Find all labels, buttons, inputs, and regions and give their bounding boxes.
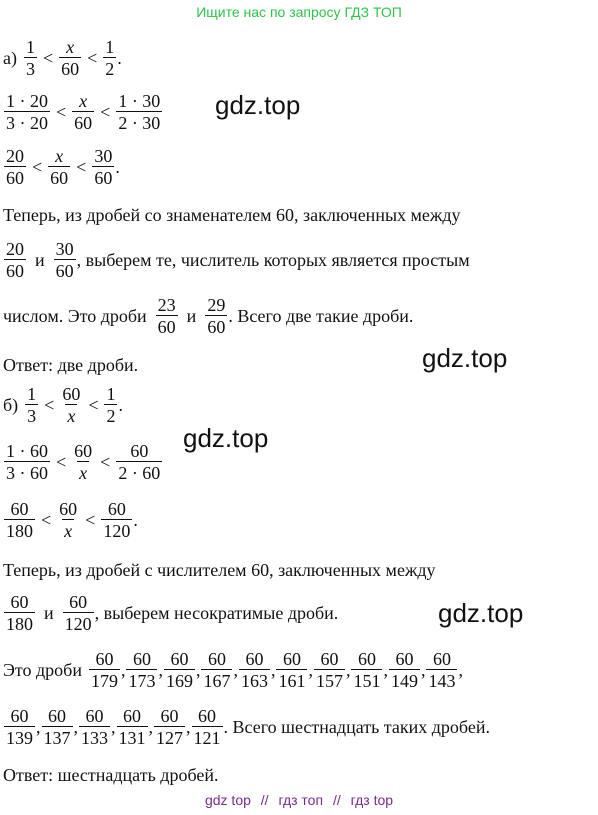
fraction: $\frac{1}{3}$ <box>27 384 37 426</box>
part-b-text1: Теперь, из дробей с числителем 60, заключенных между <box>3 560 436 580</box>
text: числом. Это дроби <box>3 305 147 326</box>
text: Это дроби <box>3 659 82 680</box>
footer-link-gdz-top-ru[interactable]: гдз топ <box>278 792 324 808</box>
comma: , <box>195 659 201 680</box>
part-b-line1 <box>3 385 123 425</box>
fraction: $\frac{60}{127}$ <box>156 706 183 748</box>
fraction: $\frac{60}{179}$ <box>90 649 118 691</box>
part-a-text2 <box>3 240 470 280</box>
watermark-3: gdz.top <box>183 423 269 453</box>
fraction: $\frac{60}{139}$ <box>6 706 33 748</box>
operator: < <box>42 47 54 68</box>
conjunction: и <box>186 305 197 326</box>
text: , выберем те, числитель которых является простым <box>76 249 470 270</box>
part-b-list2 <box>3 707 490 747</box>
watermark-2: gdz.top <box>422 343 508 373</box>
operator: < <box>32 156 43 177</box>
comma: , <box>111 716 116 737</box>
period: . <box>117 47 122 68</box>
fraction: $\frac{60}{180}$ <box>6 592 33 634</box>
fraction: $\frac{60}{120}$ <box>64 592 92 634</box>
comma: , <box>148 716 153 737</box>
fraction: $\frac{60}{173}$ <box>128 649 156 691</box>
operator: < <box>76 156 87 177</box>
operator: < <box>85 509 96 530</box>
conjunction: и <box>35 249 45 270</box>
comma: , <box>458 659 463 680</box>
comma: , <box>345 659 351 680</box>
footer-separator: // <box>260 792 269 808</box>
comma: , <box>186 716 191 737</box>
conjunction: и <box>44 602 54 623</box>
text: . Всего две такие дроби. <box>228 305 414 326</box>
fraction: $\frac{60}{169}$ <box>165 649 193 691</box>
fraction: $\frac{60}{x}$ <box>74 441 93 483</box>
header-search-hint[interactable]: Ищите нас по запросу ГДЗ ТОП <box>196 4 402 20</box>
fraction: $\frac{1 \cdot 20}{3 \cdot 20}$ <box>6 91 48 133</box>
part-a-line2 <box>3 92 163 132</box>
fraction: $\frac{60}{180}$ <box>6 499 33 541</box>
fraction: $\frac{1}{2}$ <box>105 37 115 79</box>
fraction: $\frac{60}{143}$ <box>428 649 456 691</box>
operator: < <box>56 451 67 472</box>
fraction: $\frac{60}{167}$ <box>203 649 231 691</box>
part-a-text3 <box>3 296 413 336</box>
fraction: $\frac{60}{133}$ <box>81 706 108 748</box>
comma: , <box>308 659 313 680</box>
comma: , <box>73 716 78 737</box>
fraction: $\frac{60}{151}$ <box>353 649 381 691</box>
part-b-label: б) <box>3 395 19 415</box>
fraction: $\frac{60}{137}$ <box>43 706 71 748</box>
part-b-list1 <box>3 650 463 690</box>
period: . <box>133 509 138 530</box>
fraction: $\frac{60}{120}$ <box>103 499 131 541</box>
footer-separator: // <box>332 792 341 808</box>
fraction: $\frac{60}{161}$ <box>278 649 306 691</box>
comma: , <box>270 659 276 680</box>
operator: < <box>56 101 67 122</box>
period: . <box>118 394 123 415</box>
fraction: $\frac{60}{157}$ <box>315 649 343 691</box>
comma: , <box>36 716 41 737</box>
part-b-answer: Ответ: шестнадцать дробей. <box>3 765 219 785</box>
part-b-text2 <box>3 593 338 633</box>
footer-links <box>0 792 598 808</box>
fraction: $\frac{60}{121}$ <box>193 706 221 748</box>
fraction: $\frac{60}{131}$ <box>118 706 146 748</box>
period: . <box>115 156 120 177</box>
footer-link-gdz-top[interactable]: gdz top <box>204 792 251 808</box>
fraction: $\frac{20}{60}$ <box>6 146 24 188</box>
fraction: $\frac{30}{60}$ <box>55 239 74 281</box>
fraction: $\frac{60}{x}$ <box>59 499 78 541</box>
comma: , <box>383 659 388 680</box>
operator: < <box>41 509 52 530</box>
part-a-label: а) <box>3 48 17 68</box>
part-a-answer: Ответ: две дроби. <box>3 355 139 375</box>
fraction: $\frac{1}{2}$ <box>106 384 116 426</box>
text: . Всего шестнадцать таких дробей. <box>223 716 490 737</box>
fraction: $\frac{60}{149}$ <box>390 649 418 691</box>
fraction: $\frac{1}{3}$ <box>25 37 35 79</box>
fraction: $\frac{20}{60}$ <box>6 239 24 281</box>
fraction: $\frac{60}{x}$ <box>62 384 81 426</box>
part-a-line3 <box>3 147 120 187</box>
fraction: $\frac{30}{60}$ <box>94 146 113 188</box>
part-b-line2 <box>3 442 163 482</box>
comma: , <box>233 659 238 680</box>
fraction: $\frac{60}{2 \cdot 60}$ <box>118 441 161 483</box>
fraction: $\frac{29}{60}$ <box>207 295 226 337</box>
operator: < <box>100 101 111 122</box>
text: , выберем несократимые дроби. <box>94 602 339 623</box>
comma: , <box>158 659 163 680</box>
fraction: $\frac{1 \cdot 60}{3 \cdot 60}$ <box>6 441 48 483</box>
footer-link-gdz-top-mixed[interactable]: гдз top <box>350 792 394 808</box>
comma: , <box>420 659 426 680</box>
fraction: $\frac{x}{60}$ <box>50 146 69 188</box>
watermark-1: gdz.top <box>215 90 301 120</box>
comma: , <box>120 659 126 680</box>
fraction: $\frac{23}{60}$ <box>157 295 176 337</box>
fraction: $\frac{1 \cdot 30}{2 \cdot 30}$ <box>118 91 161 133</box>
operator: < <box>87 47 98 68</box>
operator: < <box>88 394 99 415</box>
operator: < <box>44 394 55 415</box>
watermark-4: gdz.top <box>438 598 524 628</box>
fraction: $\frac{60}{163}$ <box>240 649 268 691</box>
operator: < <box>100 451 111 472</box>
part-a-text1: Теперь, из дробей со знаменателем 60, заключенных между <box>3 205 461 225</box>
part-a-line1 <box>3 38 122 78</box>
part-b-line3 <box>3 500 138 540</box>
fraction: $\frac{x}{60}$ <box>74 91 93 133</box>
fraction: $\frac{x}{60}$ <box>61 37 80 79</box>
